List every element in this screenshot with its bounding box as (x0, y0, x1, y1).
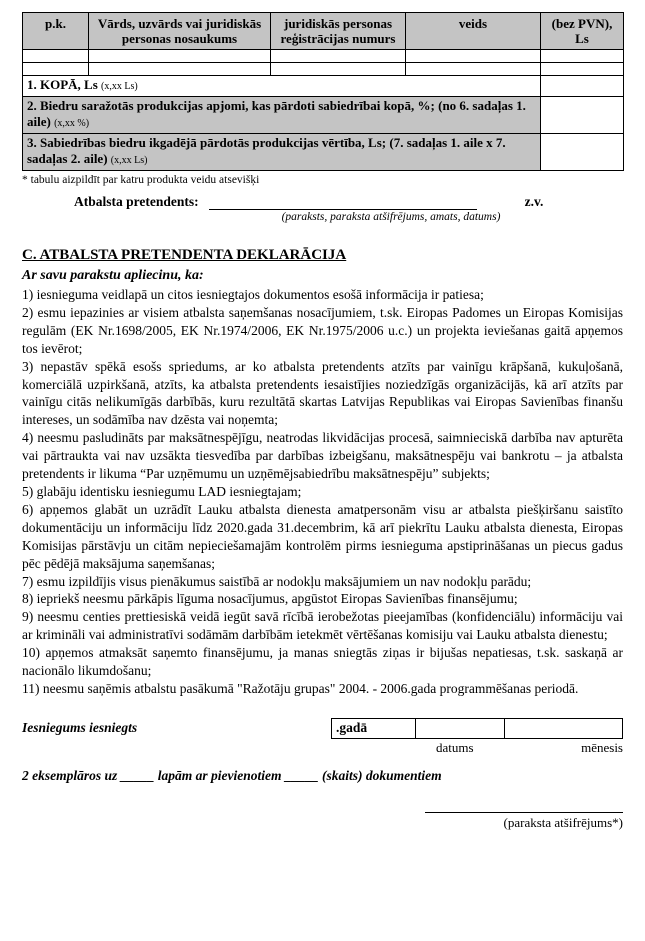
members-production-text: 2. Biedru saražotās produkcijas apjomi, kas pārdoti sabiedrībai kopā, %; (no 6. sadaļas 1. aile) (27, 98, 526, 129)
date-label: datums (436, 739, 474, 755)
date-input-cell[interactable] (415, 718, 505, 738)
products-table (22, 12, 624, 171)
total-value-cell[interactable] (541, 76, 624, 97)
declaration-intro: Ar savu parakstu apliecinu, ka: (22, 268, 204, 283)
annual-value-cell[interactable] (541, 134, 624, 171)
input-cell-reg-number[interactable] (271, 63, 406, 76)
declaration-title: C. ATBALSTA PRETENDENTA DEKLARĀCIJA (22, 247, 347, 263)
signature-caption: (paraksts, paraksta atšifrējums, amats, datums) (281, 211, 501, 223)
declaration-item-7: 7) esmu izpildījis visus pienākumus saistībā ar nodokļu maksājumiem un nav nodokļu parādu; (22, 573, 532, 589)
table-header-row (23, 13, 624, 50)
copies-line: 2 eksemplāros uz _____ lapām ar pievienotiem _____ (skaits) dokumentiem (22, 767, 442, 783)
declaration-item-11: 11) neesmu saņēmis atbalstu pasākumā "Ražotāju grupas" 2004. - 2006.gada programmēšanas periodā. (22, 680, 579, 696)
header-name: Vārds, uzvārds vai juridiskās personas nosaukums (89, 13, 271, 50)
seal-label: z.v. (524, 194, 544, 209)
declaration-item-4: 4) neesmu pasludināts par maksātnespējīgu, neatrodas likvidācijas procesā, saimnieciskā darbība nav apturēta vai pārtraukta vai nav uzsākta tiesvedība par darbības izbeigšanu, maksātnespēju vai bankrotu – ja atbalsta pretendents ir likuma “Par uzņēmumu un uzņēmējsabiedrību maksātnespēju” subjekts; (22, 430, 623, 482)
header-amount: (bez PVN), Ls (541, 13, 624, 50)
applicant-signature-line[interactable] (209, 194, 477, 210)
declaration-item-6: 6) apņemos glabāt un uzrādīt Lauku atbalsta dienesta amatpersonām visu ar atbalsta piešķiršanu saistīto dokumentāciju un informāciju līdz 2020.gada 31.decembrim, kā arī piekrītu Lauku atbalsta dienesta, Eiropas Komisijas pārstāvju un citām nepieciešamajām kontrolēm pirms iesnieguma apstiprināšanas un piecus gadus pēc pēdējā maksājuma saņemšanas; (22, 501, 623, 571)
declaration-item-1: 1) iesnieguma veidlapā un citos iesniegtajos dokumentos esošā informācija ir patiesa; (22, 287, 484, 302)
members-production-note: (x,xx %) (54, 118, 90, 129)
input-cell-reg-number[interactable] (271, 50, 406, 63)
annual-value-row (23, 134, 624, 171)
header-pk: p.k. (23, 13, 89, 50)
members-production-row (23, 97, 624, 134)
footer-signature-caption: (paraksta atšifrējums*) (503, 814, 623, 830)
submission-date-table (331, 718, 623, 739)
input-cell-amount[interactable] (541, 50, 624, 63)
month-label: mēnesis (581, 739, 623, 755)
input-cell-amount[interactable] (541, 63, 624, 76)
annual-value-text: 3. Sabiedrības biedru ikgadējā pārdotās produkcijas vērtība, Ls; (7. sadaļas 1. aile x 7. sadaļas 2. aile) (27, 135, 506, 166)
year-input-cell[interactable]: .gadā (331, 718, 415, 738)
input-cell-pk[interactable] (23, 50, 89, 63)
footer-signature-line[interactable] (425, 800, 623, 813)
input-cell-pk[interactable] (23, 63, 89, 76)
declaration-item-3: 3) nepastāv spēkā esošs spriedums, ar ko atbalsta pretendents atzīts par vainīgu krāpšanā, kukuļošanā, komerciālā uzpirkšanā, atzīts, ka atbalsta pretendents iesaistījies noziedzīgās organizācijās, kā arī atzīts par vainīgu citās nelikumīgās darbībās, kuru rezultātā skartas Latvijas Republikas vai Eiropas Savienības finanšu intereses, un sodāmība nav dzēsta vai noņemta; (22, 358, 623, 428)
declaration-item-10: 10) apņemos atmaksāt saņemto finansējumu, ja manas sniegtās ziņas ir bijušas nepatiesas, t.sk. saskaņā ar nacionālo likumdošanu; (22, 645, 623, 679)
total-label-note: (x,xx Ls) (101, 81, 138, 92)
footer-signature-block (22, 800, 623, 831)
input-cell-type[interactable] (406, 63, 541, 76)
members-production-label (23, 97, 541, 134)
table-row (23, 50, 624, 63)
total-row-label (23, 76, 541, 97)
applicant-signature-row (22, 194, 623, 210)
total-label-text: 1. KOPĀ, Ls (27, 77, 98, 92)
declaration-item-9: 9) neesmu centies prettiesiskā veidā iegūt savā rīcībā ierobežotas pieejamības (konfidenciālu) informāciju vai ar krimināli vai administratīvi sodāmām darbībām ietekmēt vērtēšanas komisiju vai Lauku atbalsta dienestu; (22, 609, 623, 643)
input-cell-type[interactable] (406, 50, 541, 63)
members-production-value-cell[interactable] (541, 97, 624, 134)
month-input-cell[interactable] (505, 718, 623, 738)
annual-value-note: (x,xx Ls) (110, 155, 148, 166)
header-type: veids (406, 13, 541, 50)
applicant-label: Atbalsta pretendents: (74, 194, 199, 209)
declaration-item-8: 8) iepriekš neesmu pārkāpis līguma nosacījumus, apgūstot Eiropas Savienības finansējumu; (22, 591, 518, 607)
total-row (23, 76, 624, 97)
input-cell-name[interactable] (89, 50, 271, 63)
table-footnote: * tabulu aizpildīt par katru produkta veidu atsevišķi (22, 174, 260, 186)
date-labels-row (22, 740, 623, 756)
declaration-item-2: 2) esmu iepazinies ar visiem atbalsta saņemšanas nosacījumiem, t.sk. Eiropas Padomes un Eiropas Komisijas regulām (EK Nr.1698/2005, EK Nr.1974/2006, EK Nr.1975/2006 u.c.) un projekta ieviešanas gaitā apņemos tos ievērot; (22, 304, 623, 356)
header-reg-number: juridiskās personas reģistrācijas numurs (271, 13, 406, 50)
table-row (23, 63, 624, 76)
submission-label: Iesniegums iesniegts (22, 719, 138, 735)
declaration-item-5: 5) glabāju identisku iesniegumu LAD iesniegtajam; (22, 483, 302, 499)
annual-value-label (23, 134, 541, 171)
input-cell-name[interactable] (89, 63, 271, 76)
submission-row (22, 718, 623, 739)
